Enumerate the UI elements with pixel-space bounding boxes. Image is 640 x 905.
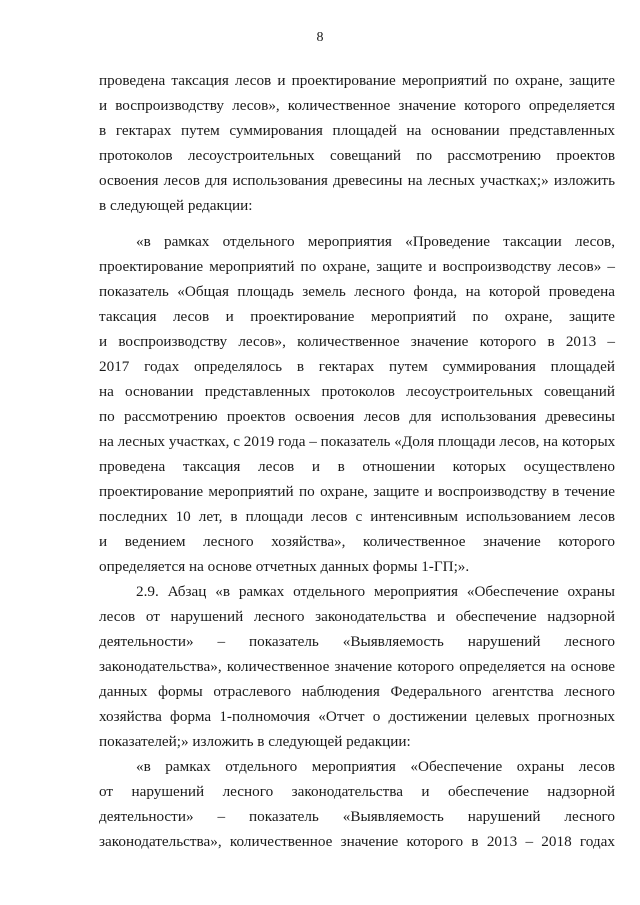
text-line: показатель «Общая площадь земель лесного фонда, на которой проведена bbox=[99, 283, 615, 300]
text-line: деятельности» – показатель «Выявляемость нарушений лесного bbox=[99, 808, 615, 825]
text-line: освоения лесов для использования древесины на лесных участках;» изложить bbox=[99, 172, 615, 189]
text-line: на лесных участках, с 2019 года – показатель «Доля площади лесов, на которых bbox=[99, 433, 616, 450]
text-line: на основании представленных протоколов лесоустроительных совещаний bbox=[99, 383, 615, 400]
text-line: проектирование мероприятий по охране, защите и воспроизводству лесов» – bbox=[99, 258, 615, 275]
text-line: таксация лесов и проектирование мероприятий по охране, защите bbox=[99, 308, 615, 325]
text-line: проведена таксация лесов и в отношении которых осуществлено bbox=[99, 458, 615, 475]
text-line: в следующей редакции: bbox=[99, 197, 253, 214]
text-line: по рассмотрению проектов освоения лесов для использования древесины bbox=[99, 408, 615, 425]
text-line: последних 10 лет, в площади лесов с интенсивным использованием лесов bbox=[99, 508, 615, 525]
text-line: и воспроизводству лесов», количественное значение которого в 2013 – bbox=[99, 333, 615, 350]
text-line: проектирование мероприятий по охране, защите и воспроизводству в течение bbox=[99, 483, 615, 500]
text-line: и ведением лесного хозяйства», количественное значение которого bbox=[99, 533, 615, 550]
text-line: и воспроизводству лесов», количественное значение которого определяется bbox=[99, 97, 615, 114]
text-line: «в рамках отдельного мероприятия «Обеспечение охраны лесов bbox=[136, 758, 615, 775]
text-line: законодательства», количественное значение которого определяется на основе bbox=[99, 658, 615, 675]
text-line: законодательства», количественное значение которого в 2013 – 2018 годах bbox=[99, 833, 615, 850]
text-line: от нарушений лесного законодательства и обеспечение надзорной bbox=[99, 783, 615, 800]
text-line: 2.9. Абзац «в рамках отдельного мероприятия «Обеспечение охраны bbox=[136, 583, 615, 600]
text-line: лесов от нарушений лесного законодательства и обеспечение надзорной bbox=[99, 608, 615, 625]
text-line: хозяйства форма 1-полномочия «Отчет о достижении целевых прогнозных bbox=[99, 708, 615, 725]
text-line: «в рамках отдельного мероприятия «Проведение таксации лесов, bbox=[136, 233, 615, 250]
text-line: определяется на основе отчетных данных формы 1-ГП;». bbox=[99, 558, 470, 575]
text-line: 2017 годах определялось в гектарах путем суммирования площадей bbox=[99, 358, 615, 375]
text-line: данных формы отраслевого наблюдения Федерального агентства лесного bbox=[99, 683, 615, 700]
text-line: проведена таксация лесов и проектирование мероприятий по охране, защите bbox=[99, 72, 615, 89]
text-line: показателей;» изложить в следующей редакции: bbox=[99, 733, 411, 750]
page-number: 8 bbox=[316, 30, 324, 45]
text-line: деятельности» – показатель «Выявляемость нарушений лесного bbox=[99, 633, 615, 650]
text-line: в гектарах путем суммирования площадей на основании представленных bbox=[99, 122, 615, 139]
text-line: протоколов лесоустроительных совещаний по рассмотрению проектов bbox=[99, 147, 615, 164]
